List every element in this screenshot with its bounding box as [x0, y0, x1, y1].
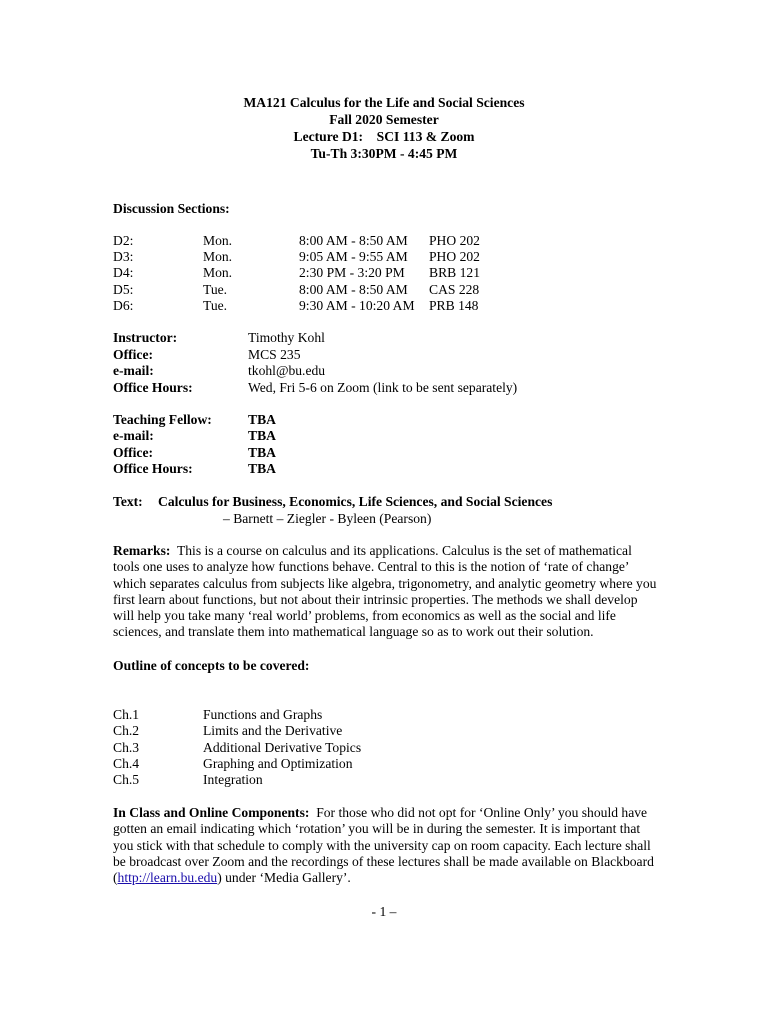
chapter-number: Ch.4 [113, 756, 140, 771]
lecture-time: Tu-Th 3:30PM - 4:45 PM [310, 146, 458, 161]
instructor-label: Instructor: [113, 330, 178, 345]
lecture-location: Lecture D1: SCI 113 & Zoom [293, 129, 475, 144]
section-room: PRB 148 [429, 298, 479, 313]
section-room: BRB 121 [429, 265, 480, 280]
tf-office-value: TBA [248, 445, 276, 460]
chapter-number: Ch.1 [113, 707, 140, 722]
section-day: Mon. [203, 249, 233, 264]
section-time: 8:00 AM - 8:50 AM [299, 233, 408, 248]
components-label: In Class and Online Components: [113, 805, 310, 820]
components-body: For those who did not opt for ‘Online Only’ you should have gotten an email indicating which ‘rotation’ you will be in during the semester. It is important that you stick with that schedule to comply with the university cap on room capacity. Each lecture shall be broadcast over Zoom and the recordings of these lectures shall be made available on Blackboard ( [113, 805, 654, 886]
tf-email-label: e-mail: [113, 428, 154, 443]
discussion-heading: Discussion Sections: [113, 201, 230, 216]
section-id: D2: [113, 233, 134, 248]
components-paragraph [113, 805, 658, 886]
office-hours-label: Office Hours: [113, 380, 193, 395]
section-time: 9:30 AM - 10:20 AM [299, 298, 415, 313]
chapter-title: Functions and Graphs [203, 707, 323, 722]
course-title: MA121 Calculus for the Life and Social Sciences [243, 95, 525, 110]
tf-office-hours-label: Office Hours: [113, 461, 193, 476]
office-hours-value: Wed, Fri 5-6 on Zoom (link to be sent separately) [248, 380, 518, 395]
text-label: Text: [113, 494, 143, 509]
textbook-authors: – Barnett – Ziegler - Byleen (Pearson) [223, 511, 432, 526]
section-time: 8:00 AM - 8:50 AM [299, 282, 408, 297]
email-value: tkohl@bu.edu [248, 363, 326, 378]
email-label: e-mail: [113, 363, 154, 378]
page-number: - 1 – [371, 904, 397, 919]
chapter-number: Ch.5 [113, 772, 140, 787]
tf-office-hours-value: TBA [248, 461, 276, 476]
chapter-title: Limits and the Derivative [203, 723, 343, 738]
chapter-number: Ch.3 [113, 740, 140, 755]
section-room: PHO 202 [429, 233, 480, 248]
section-room: PHO 202 [429, 249, 480, 264]
section-id: D3: [113, 249, 134, 264]
section-room: CAS 228 [429, 282, 480, 297]
section-id: D4: [113, 265, 134, 280]
outline-heading: Outline of concepts to be covered: [113, 658, 310, 673]
section-day: Tue. [203, 282, 228, 297]
section-day: Tue. [203, 298, 228, 313]
tf-office-label: Office: [113, 445, 153, 460]
section-id: D5: [113, 282, 134, 297]
remarks-label: Remarks: [113, 543, 171, 558]
remarks-body: This is a course on calculus and its applications. Calculus is the set of mathematical tools one uses to analyze how functions behave. Central to this is the notion of ‘rate of change’ which separates calculus from subjects like algebra, trigonometry, and analytic geometry where you first learn about functions, but not about their intrinsic properties. The methods we shall develop will help you take many ‘real world’ problems, from economics as well as the social and life sciences, and translate them into mathematical language so as to work out their solution. [113, 543, 657, 640]
tf-name: TBA [248, 412, 276, 427]
chapter-title: Graphing and Optimization [203, 756, 353, 771]
section-day: Mon. [203, 233, 233, 248]
office-value: MCS 235 [248, 347, 301, 362]
section-id: D6: [113, 298, 134, 313]
chapter-title: Integration [203, 772, 263, 787]
section-time: 2:30 PM - 3:20 PM [299, 265, 405, 280]
section-time: 9:05 AM - 9:55 AM [299, 249, 408, 264]
components-body-end: ) under ‘Media Gallery’. [217, 870, 351, 886]
remarks-paragraph [113, 543, 658, 641]
blackboard-link[interactable]: http://learn.bu.edu [117, 870, 218, 886]
tf-email-value: TBA [248, 428, 276, 443]
office-label: Office: [113, 347, 153, 362]
chapter-title: Additional Derivative Topics [203, 740, 362, 755]
instructor-name: Timothy Kohl [248, 330, 325, 345]
textbook-title: Calculus for Business, Economics, Life Sciences, and Social Sciences [158, 494, 553, 509]
section-day: Mon. [203, 265, 233, 280]
chapter-number: Ch.2 [113, 723, 140, 738]
tf-label: Teaching Fellow: [113, 412, 212, 427]
semester: Fall 2020 Semester [329, 112, 439, 127]
